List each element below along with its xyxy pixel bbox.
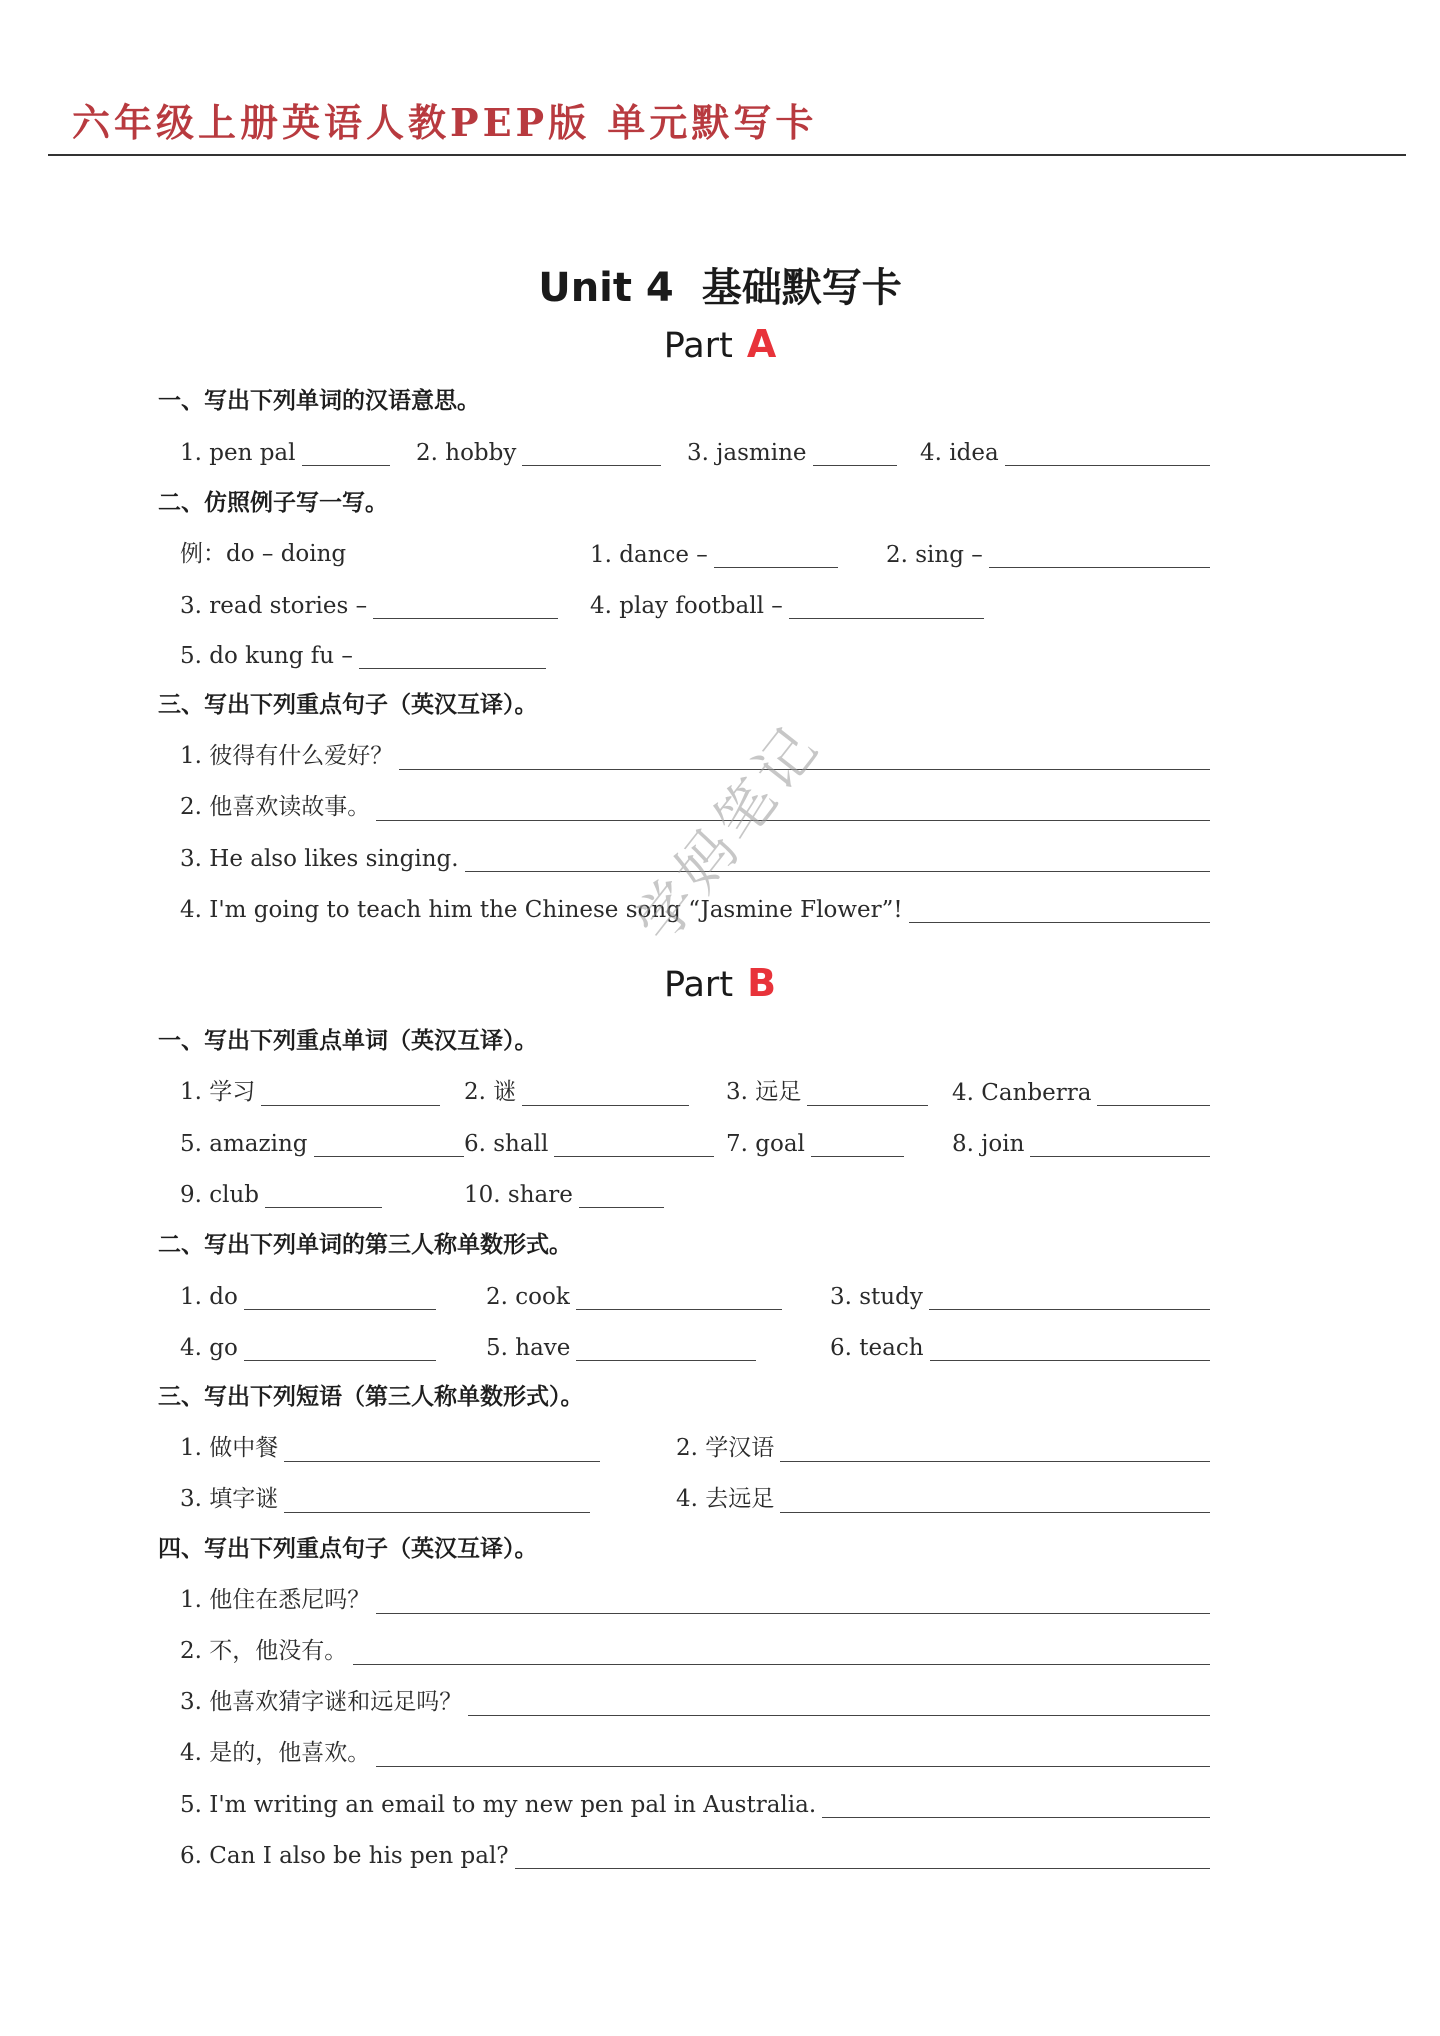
item-label: 4. 是的，他喜欢。: [180, 1740, 371, 1766]
item-label: 5. I'm writing an email to my new pen pal in Australia.: [180, 1792, 817, 1818]
answer-line[interactable]: [780, 1435, 1210, 1462]
part-b-section-1-title: 一、写出下列重点单词（英汉互译）。: [158, 1028, 538, 1054]
blank-item: [180, 1426, 600, 1462]
item-label: 8. join: [952, 1131, 1025, 1157]
sentence-row: [180, 734, 1210, 774]
word-row: [180, 1121, 1210, 1161]
item-label: 2. 他喜欢读故事。: [180, 794, 371, 820]
sentence-row: [180, 1731, 1210, 1771]
example-label: 例：do – doing: [180, 541, 347, 567]
answer-line[interactable]: [780, 1486, 1210, 1513]
answer-line[interactable]: [284, 1435, 600, 1462]
item-label: 10. share: [464, 1182, 573, 1208]
blank-item: [952, 1121, 1210, 1157]
blank-item: [886, 532, 1210, 568]
answer-line[interactable]: [989, 541, 1210, 568]
part-a-title: [0, 322, 1440, 366]
part-b-letter: B: [747, 961, 777, 1005]
item-label: 3. 填字谜: [180, 1486, 279, 1512]
item-label: 4. idea: [920, 440, 999, 466]
part-a-label: Part: [663, 326, 733, 366]
answer-line[interactable]: [522, 1079, 689, 1106]
blank-item: [416, 430, 661, 466]
answer-line[interactable]: [515, 1842, 1210, 1869]
blank-item: [486, 1325, 756, 1361]
answer-line[interactable]: [811, 1130, 904, 1157]
answer-line[interactable]: [373, 592, 558, 619]
blank-item: [464, 1070, 689, 1106]
blank-item: [180, 633, 546, 669]
item-label: 6. teach: [830, 1335, 924, 1361]
answer-line[interactable]: [929, 1283, 1210, 1310]
blank-item: [952, 1070, 1210, 1106]
part-b-section-2-title: 二、写出下列单词的第三人称单数形式。: [158, 1232, 572, 1258]
answer-line[interactable]: [1097, 1079, 1210, 1106]
item-label: 4. play football –: [590, 593, 783, 619]
item-label: 1. 做中餐: [180, 1435, 279, 1461]
answer-line[interactable]: [576, 1334, 756, 1361]
blank-item: [676, 1426, 1210, 1462]
item-label: 6. shall: [464, 1131, 549, 1157]
answer-line[interactable]: [359, 642, 546, 669]
answer-line[interactable]: [284, 1486, 590, 1513]
answer-line[interactable]: [522, 439, 661, 466]
part-b-label: Part: [663, 965, 734, 1005]
answer-line[interactable]: [1005, 439, 1210, 466]
part-b-section-3-title: 三、写出下列短语（第三人称单数形式）。: [158, 1384, 584, 1410]
blank-item: [180, 1477, 590, 1513]
phrase-row: [180, 1477, 1210, 1517]
header-divider: [48, 154, 1406, 156]
item-label: 3. jasmine: [687, 440, 807, 466]
item-label: 3. read stories –: [180, 593, 368, 619]
answer-line[interactable]: [376, 1740, 1210, 1767]
answer-line[interactable]: [465, 845, 1210, 872]
blank-item: [590, 532, 838, 568]
worksheet-header-title: 六年级上册英语人教PEP版 单元默写卡: [72, 100, 818, 145]
item-label: 3. study: [830, 1284, 923, 1310]
blank-item: [464, 1121, 714, 1157]
item-label: 5. amazing: [180, 1131, 308, 1157]
part-a-letter: A: [746, 322, 777, 366]
answer-line[interactable]: [930, 1334, 1210, 1361]
item-label: 2. 不，他没有。: [180, 1638, 348, 1664]
item-label: 6. Can I also be his pen pal?: [180, 1843, 509, 1869]
answer-line[interactable]: [302, 439, 390, 466]
part-a-section-2-row: [180, 583, 1210, 623]
answer-line[interactable]: [261, 1079, 440, 1106]
item-label: 4. I'm going to teach him the Chinese song “Jasmine Flower”!: [180, 897, 903, 923]
blank-item: [920, 430, 1210, 466]
unit-number: Unit 4: [538, 265, 674, 311]
item-label: 2. 谜: [464, 1079, 517, 1105]
phrase-row: [180, 1426, 1210, 1466]
blank-item: [180, 1578, 1210, 1614]
word-row: [180, 1172, 1210, 1212]
unit-title: [0, 256, 1440, 313]
item-label: 4. Canberra: [952, 1080, 1092, 1106]
answer-line[interactable]: [265, 1181, 382, 1208]
blank-item: [464, 1172, 664, 1208]
blank-item: [830, 1325, 1210, 1361]
blank-item: [180, 1629, 1210, 1665]
item-label: 2. 学汉语: [676, 1435, 775, 1461]
item-label: 1. 他住在悉尼吗？: [180, 1587, 371, 1613]
blank-item: [180, 1782, 1210, 1818]
answer-line[interactable]: [822, 1791, 1210, 1818]
blank-item: [726, 1121, 904, 1157]
part-a-section-3-title: 三、写出下列重点句子（英汉互译）。: [158, 692, 538, 718]
word-row: [180, 1274, 1210, 1314]
answer-line[interactable]: [376, 1587, 1210, 1614]
item-label: 2. cook: [486, 1284, 570, 1310]
item-label: 2. hobby: [416, 440, 517, 466]
item-label: 3. 他喜欢猜字谜和远足吗？: [180, 1689, 463, 1715]
example-item: [180, 532, 480, 568]
item-label: 1. 学习: [180, 1079, 256, 1105]
blank-item: [180, 1070, 440, 1106]
answer-line[interactable]: [714, 541, 838, 568]
answer-line[interactable]: [244, 1283, 436, 1310]
blank-item: [486, 1274, 782, 1310]
watermark: 学妈笔记: [622, 711, 834, 955]
answer-line[interactable]: [789, 592, 984, 619]
part-a-section-1-title: 一、写出下列单词的汉语意思。: [158, 388, 480, 414]
part-b-section-4-title: 四、写出下列重点句子（英汉互译）。: [158, 1536, 538, 1562]
blank-item: [676, 1477, 1210, 1513]
part-a-section-2-row: [180, 532, 1210, 572]
sentence-row: [180, 1578, 1210, 1618]
item-label: 5. have: [486, 1335, 571, 1361]
blank-item: [726, 1070, 928, 1106]
blank-item: [180, 1172, 382, 1208]
answer-line[interactable]: [909, 896, 1210, 923]
answer-line[interactable]: [807, 1079, 928, 1106]
blank-item: [687, 430, 897, 466]
answer-line[interactable]: [813, 439, 898, 466]
part-b-title: [0, 961, 1440, 1005]
item-label: 2. sing –: [886, 542, 983, 568]
blank-item: [180, 1680, 1210, 1716]
item-label: 3. He also likes singing.: [180, 846, 459, 872]
answer-line[interactable]: [314, 1130, 465, 1157]
blank-item: [180, 1731, 1210, 1767]
item-label: 1. pen pal: [180, 440, 296, 466]
blank-item: [590, 583, 984, 619]
blank-item: [180, 734, 1210, 770]
blank-item: [180, 1833, 1210, 1869]
part-a-section-2-row: [180, 633, 1210, 673]
blank-item: [180, 583, 558, 619]
sentence-row: [180, 1833, 1210, 1873]
answer-line[interactable]: [576, 1283, 782, 1310]
blank-item: [180, 1121, 464, 1157]
unit-subtitle: 基础默写卡: [701, 265, 902, 311]
part-a-section-2-title: 二、仿照例子写一写。: [158, 490, 388, 516]
item-label: 9. club: [180, 1182, 260, 1208]
blank-item: [830, 1274, 1210, 1310]
item-label: 7. goal: [726, 1131, 805, 1157]
blank-item: [180, 430, 390, 466]
word-row: [180, 1070, 1210, 1110]
answer-line[interactable]: [1030, 1130, 1210, 1157]
blank-item: [180, 1325, 436, 1361]
item-label: 4. go: [180, 1335, 238, 1361]
item-label: 5. do kung fu –: [180, 643, 353, 669]
blank-item: [180, 1274, 436, 1310]
answer-line[interactable]: [554, 1130, 714, 1157]
word-row: [180, 1325, 1210, 1365]
sentence-row: [180, 1782, 1210, 1822]
item-label: 1. dance –: [590, 542, 708, 568]
answer-line[interactable]: [468, 1689, 1210, 1716]
item-label: 1. 彼得有什么爱好？: [180, 743, 394, 769]
item-label: 1. do: [180, 1284, 238, 1310]
answer-line[interactable]: [579, 1181, 664, 1208]
item-label: 4. 去远足: [676, 1486, 775, 1512]
answer-line[interactable]: [244, 1334, 436, 1361]
answer-line[interactable]: [353, 1638, 1210, 1665]
sentence-row: [180, 1629, 1210, 1669]
item-label: 3. 远足: [726, 1079, 802, 1105]
sentence-row: [180, 1680, 1210, 1720]
part-a-section-1-row: [180, 430, 1210, 470]
